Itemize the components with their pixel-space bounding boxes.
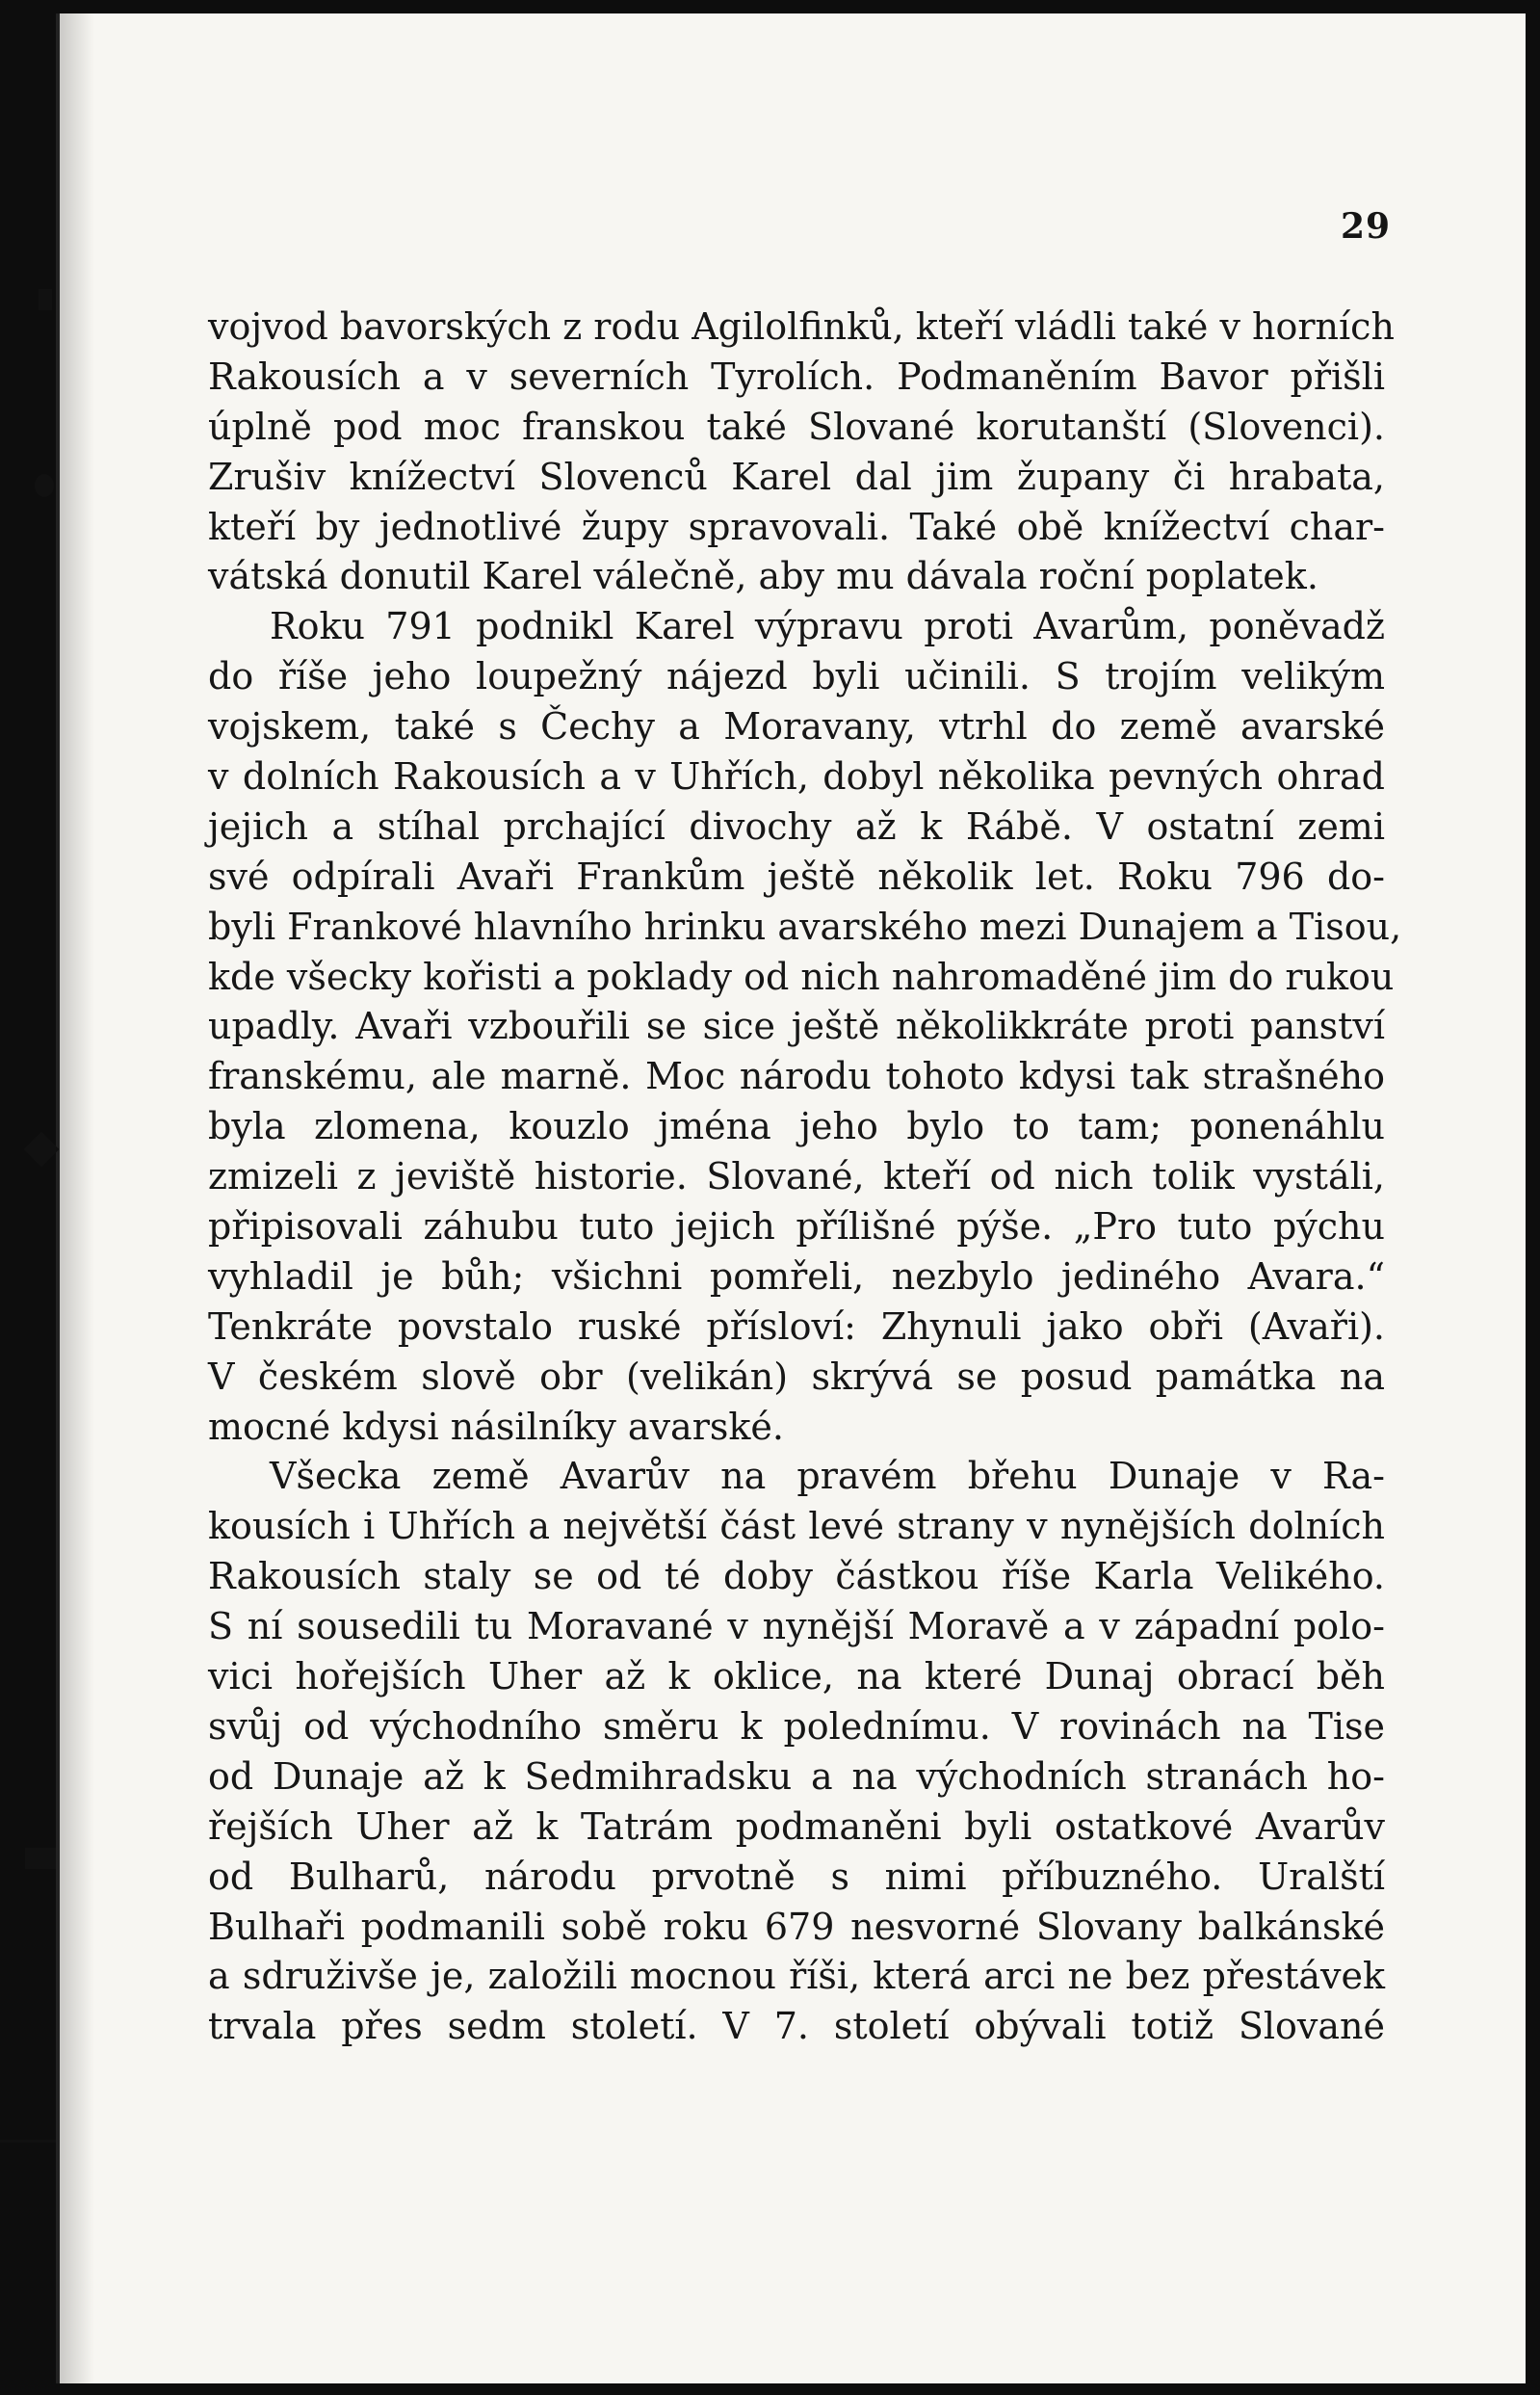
text-line: své odpírali Avaři Frankům ještě několik let. Roku 796 do- [208,855,1385,898]
text-line: připisovali záhubu tuto jejich přílišné pýše. „Pro tuto pýchu [208,1205,1385,1249]
binding-mark [24,1132,60,1168]
text-line: Rakousích a v severních Tyrolích. Podmaněním Bavor přišli [208,355,1385,398]
text-line: zmizeli z jeviště historie. Slované, kteří od nich tolik vystáli, [208,1155,1385,1198]
binding-mark [39,289,52,310]
text-line: byli Frankové hlavního hrinku avarského mezi Dunajem a Tisou, [208,905,1402,948]
text-line: úplně pod moc franskou také Slované korutanští (Slovenci). [208,405,1385,448]
text-line: kteří by jednotlivé župy spravovali. Také obě knížectví char- [208,505,1385,548]
body-text [208,303,1402,2052]
text-line: trvala přes sedm století. V 7. století obývali totiž Slované [208,2005,1385,2048]
text-line: vátská donutil Karel válečně, aby mu dávala roční poplatek. [208,555,1318,598]
gutter-shadow [60,13,94,2383]
text-line: vyhladil je bůh; všichni pomřeli, nezbylo jediného Avara.“ [208,1254,1385,1298]
text-line: a sdruživše je, založili mocnou říši, která arci ne bez přestávek [208,1955,1385,1998]
text-line: do říše jeho loupežný nájezd byli učinili. S trojím velikým [208,655,1385,698]
text-line: V českém slově obr (velikán) skrývá se posud památka na [208,1355,1385,1398]
text-line: Roku 791 podnikl Karel výpravu proti Avarům, poněvadž [270,605,1385,648]
book-page [56,13,1526,2383]
page-number: 29 [1341,206,1392,247]
text-line: kde všecky kořisti a poklady od nich nahromaděné jim do rukou [208,955,1395,998]
text-line: kousích i Uhřích a největší část levé strany v nynějších dolních [208,1505,1385,1548]
binding-mark [0,2140,56,2143]
text-line: od Bulharů, národu prvotně s nimi příbuzného. Uralští [208,1855,1385,1898]
text-line: v dolních Rakousích a v Uhřích, dobyl několika pevných ohrad [208,755,1385,799]
text-line: jejich a stíhal prchající divochy až k Rábě. V ostatní zemi [208,804,1385,848]
text-line: Tenkráte povstalo ruské přísloví: Zhynuli jako obři (Avaři). [208,1304,1385,1348]
text-line: vojvod bavorských z rodu Agilolfinků, kteří vládli také v horních [208,305,1395,348]
binding-mark [25,1848,56,1869]
text-line: mocné kdysi násilníky avarské. [208,1405,784,1448]
text-line: franskému, ale marně. Moc národu tohoto kdysi tak strašného [208,1055,1385,1098]
text-line: vici hořejších Uher až k oklice, na které Dunaj obrací běh [208,1655,1385,1698]
binding-mark [35,474,54,497]
text-line: řejších Uher až k Tatrám podmaněni byli ostatkové Avarův [208,1804,1385,1848]
text-line: Všecka země Avarův na pravém břehu Dunaje v Ra- [270,1455,1385,1498]
text-line: svůj od východního směru k polednímu. V rovinách na Tise [208,1704,1385,1748]
text-line: Rakousích staly se od té doby částkou říše Karla Velikého. [208,1555,1385,1598]
text-line: byla zlomena, kouzlo jména jeho bylo to tam; ponenáhlu [208,1105,1385,1148]
text-line: upadly. Avaři vzbouřili se sice ještě několikkráte proti panství [208,1005,1385,1048]
text-line: vojskem, také s Čechy a Moravany, vtrhl do země avarské [208,705,1385,749]
text-line: od Dunaje až k Sedmihradsku a na východních stranách ho- [208,1754,1385,1798]
text-line: Zrušiv knížectví Slovenců Karel dal jim župany či hrabata, [208,455,1385,498]
text-line: Bulhaři podmanili sobě roku 679 nesvorné Slovany balkánské [208,1905,1385,1948]
text-line: S ní sousedili tu Moravané v nynější Moravě a v západní polo- [208,1605,1385,1648]
